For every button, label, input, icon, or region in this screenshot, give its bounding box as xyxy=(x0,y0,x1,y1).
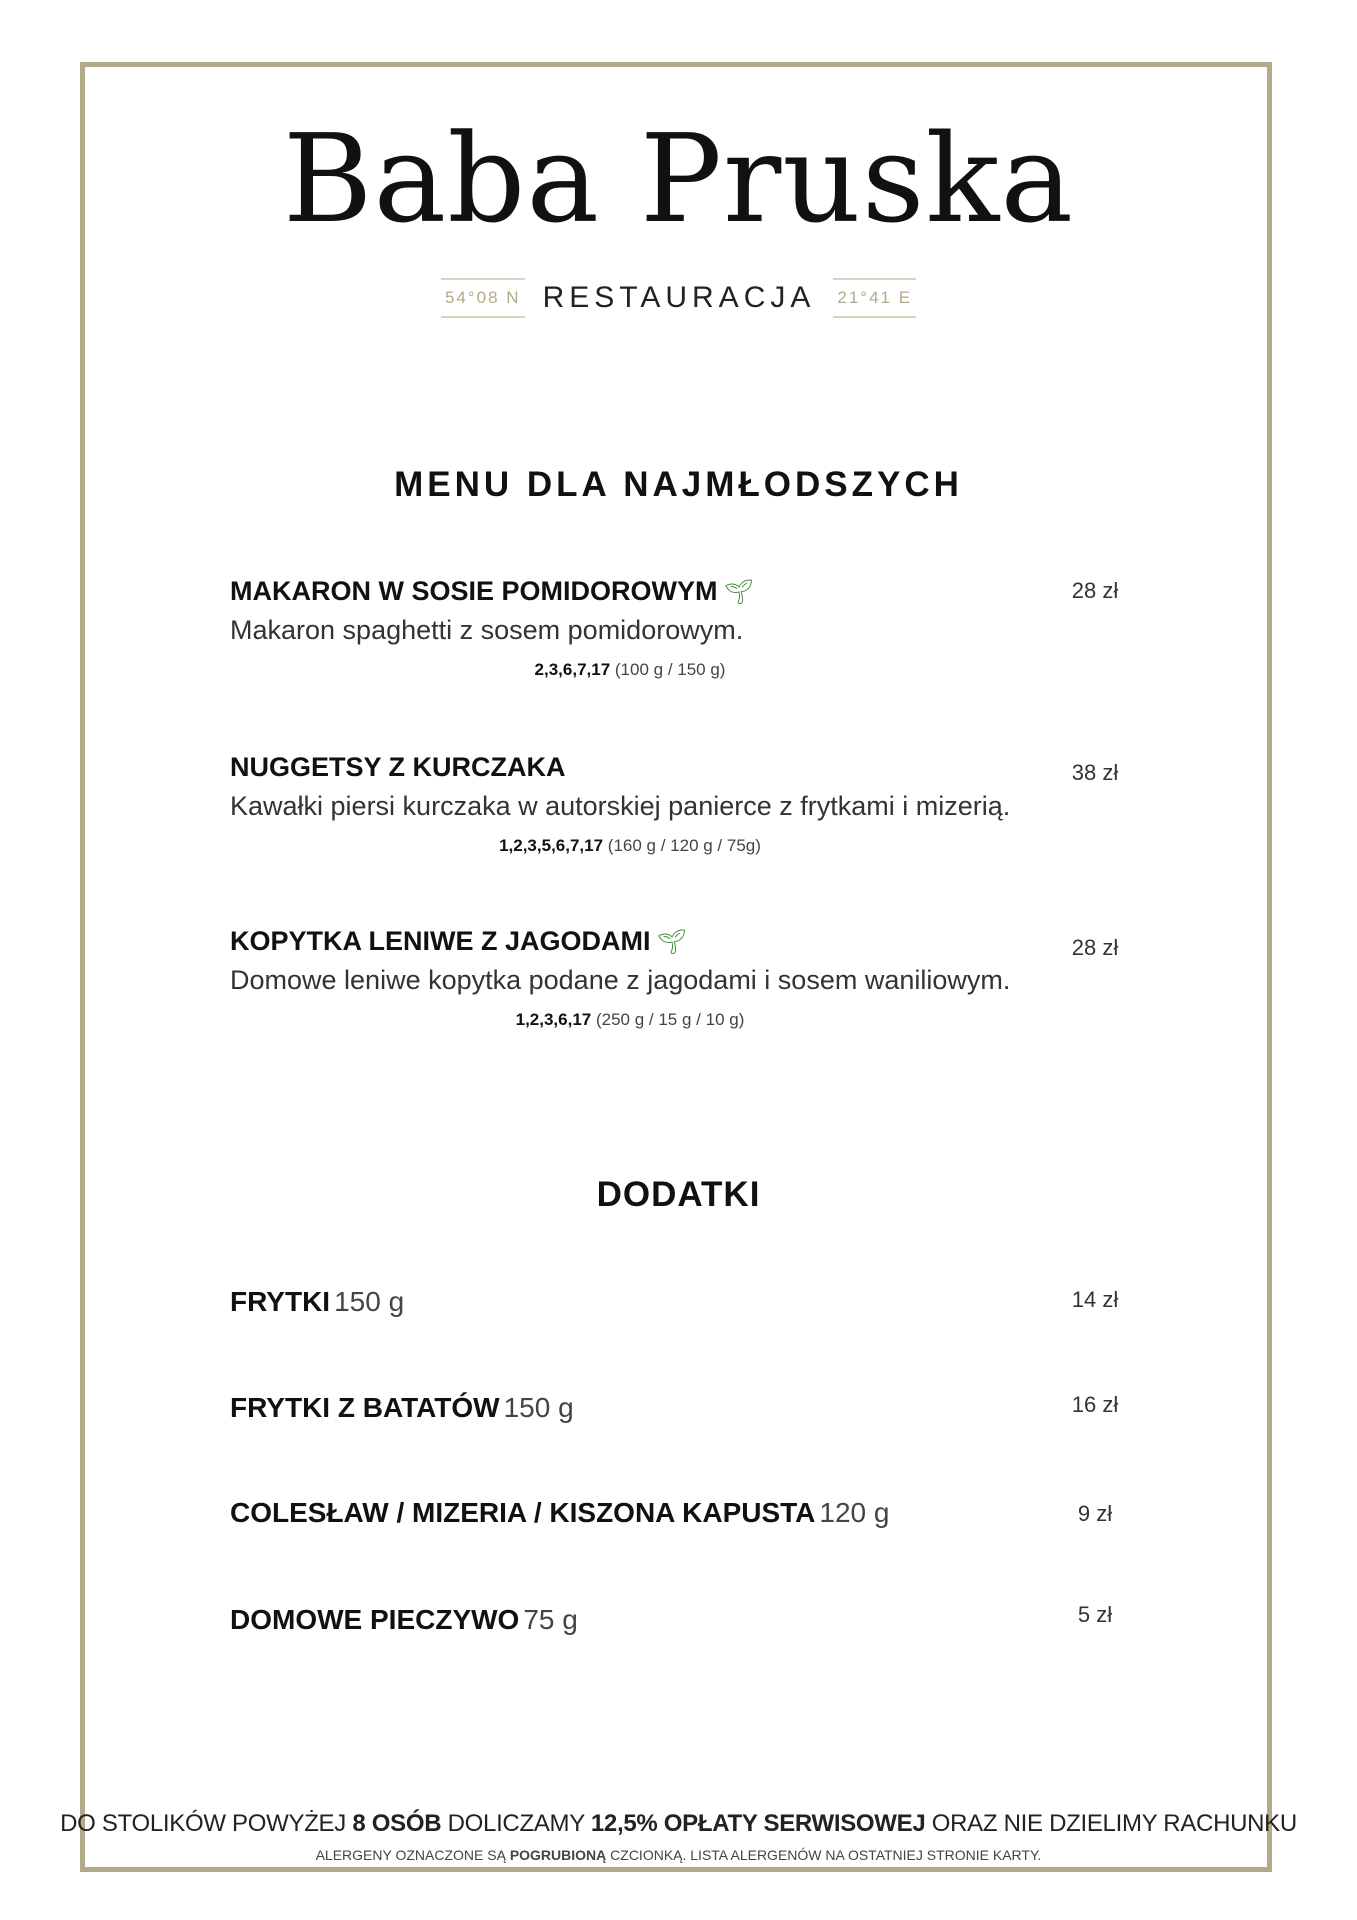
item-name-row xyxy=(230,926,1130,957)
side-price: 14 zł xyxy=(1071,1287,1119,1312)
menu-item xyxy=(230,752,1130,856)
side-item xyxy=(230,1392,574,1424)
item-name: MAKARON W SOSIE POMIDOROWYM xyxy=(230,576,718,606)
logo-subtitle xyxy=(0,278,1357,318)
item-price: 38 zł xyxy=(1071,760,1119,785)
item-name: NUGGETSY Z KURCZAKA xyxy=(230,752,566,782)
menu-item xyxy=(230,576,1130,680)
side-weight: 75 g xyxy=(523,1604,578,1635)
section-title-kids: MENU DLA NAJMŁODSZYCH xyxy=(394,465,963,504)
allergen-codes: 1,2,3,5,6,7,17 xyxy=(499,836,604,855)
item-allergens xyxy=(230,836,1030,856)
leaf-icon: 🌱︎ xyxy=(656,929,687,956)
item-allergens xyxy=(230,660,1030,680)
side-weight: 150 g xyxy=(334,1286,405,1317)
service-charge-note: DO STOLIKÓW POWYŻEJ 8 OSÓB DOLICZAMY 12,5% OPŁATY SERWISOWEJ ORAZ NIE DZIELIMY RACHUNKU xyxy=(60,1810,1297,1837)
allergen-codes: 2,3,6,7,17 xyxy=(534,660,611,679)
side-name: FRYTKI xyxy=(230,1286,331,1317)
side-item xyxy=(230,1286,404,1318)
side-price: 16 zł xyxy=(1071,1392,1119,1417)
item-weights: (160 g / 120 g / 75g) xyxy=(607,836,761,855)
side-item xyxy=(230,1604,578,1636)
item-description: Makaron spaghetti z sosem pomidorowym. xyxy=(230,615,744,645)
menu-item xyxy=(230,926,1130,1030)
side-price: 9 zł xyxy=(1077,1501,1113,1526)
item-price: 28 zł xyxy=(1071,578,1119,603)
leaf-icon: 🌱︎ xyxy=(723,579,754,606)
side-item xyxy=(230,1497,889,1529)
item-name: KOPYTKA LENIWE Z JAGODAMI xyxy=(230,926,651,956)
restaurant-label: RESTAURACJA xyxy=(542,281,816,314)
item-weights: (250 g / 15 g / 10 g) xyxy=(595,1010,745,1029)
side-weight: 150 g xyxy=(503,1392,574,1423)
restaurant-logo: Baba Pruska xyxy=(282,108,1075,250)
item-name-row xyxy=(230,576,1130,607)
side-name: COLESŁAW / MIZERIA / KISZONA KAPUSTA xyxy=(230,1497,816,1528)
longitude: 21°41 E xyxy=(833,278,916,318)
section-title-sides: DODATKI xyxy=(596,1175,761,1214)
allergen-note: ALERGENY OZNACZONE SĄ POGRUBIONĄ CZCIONKĄ. LISTA ALERGENÓW NA OSTATNIEJ STRONIE KARTY. xyxy=(315,1847,1042,1863)
item-weights: (100 g / 150 g) xyxy=(614,660,726,679)
latitude: 54°08 N xyxy=(441,278,525,318)
item-description: Kawałki piersi kurczaka w autorskiej panierce z frytkami i mizerią. xyxy=(230,791,1011,821)
side-weight: 120 g xyxy=(819,1497,890,1528)
side-name: FRYTKI Z BATATÓW xyxy=(230,1392,500,1423)
side-name: DOMOWE PIECZYWO xyxy=(230,1604,520,1635)
item-description: Domowe leniwe kopytka podane z jagodami i sosem waniliowym. xyxy=(230,965,1011,995)
allergen-codes: 1,2,3,6,17 xyxy=(515,1010,592,1029)
item-price: 28 zł xyxy=(1071,935,1119,960)
item-allergens xyxy=(230,1010,1030,1030)
side-price: 5 zł xyxy=(1077,1602,1113,1627)
